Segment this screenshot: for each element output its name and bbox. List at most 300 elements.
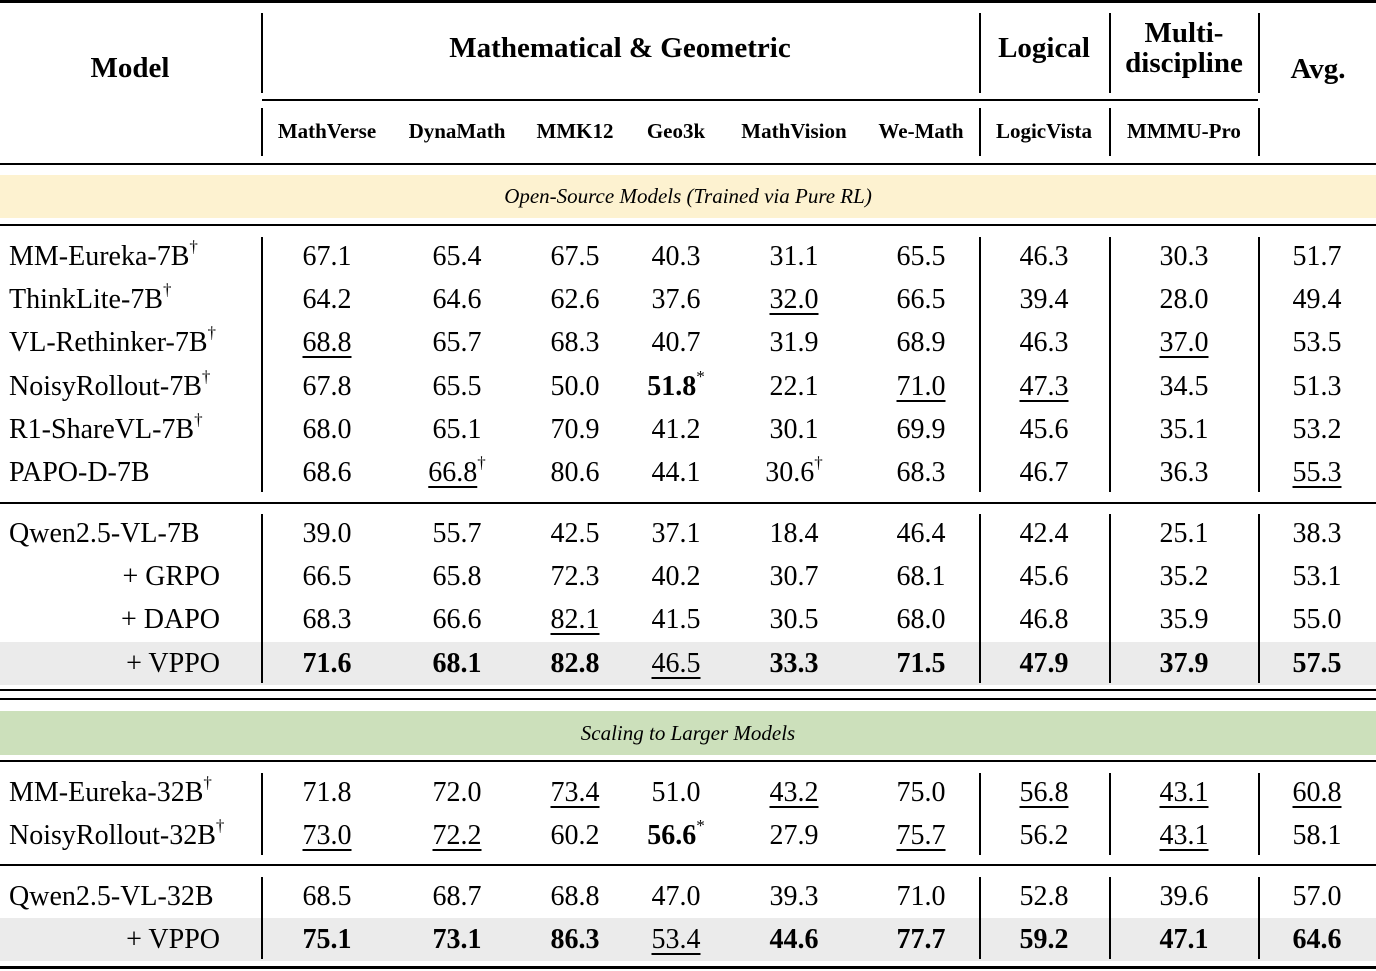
score-value: 35.1 xyxy=(1159,413,1209,445)
score-value: 68.3 xyxy=(302,604,352,636)
score-value: 33.3 xyxy=(769,647,819,679)
score-cell xyxy=(1124,512,1244,555)
score-cell xyxy=(861,771,981,814)
score-cell xyxy=(984,451,1104,494)
score-value: 71.0 xyxy=(896,370,946,402)
header-vline-logical xyxy=(979,13,981,93)
score-value: 53.1 xyxy=(1292,561,1342,593)
column-divider xyxy=(261,514,263,683)
score-value: 36.3 xyxy=(1159,457,1209,488)
score-value: 67.8 xyxy=(302,370,352,402)
score-value: 73.4 xyxy=(550,777,600,808)
header-group-math: Mathematical & Geometric xyxy=(449,32,791,64)
score-value: 39.3 xyxy=(769,881,819,912)
header-vline-logical-sub xyxy=(979,108,981,156)
score-cell xyxy=(1124,408,1244,451)
score-cell xyxy=(616,321,736,364)
header-logicvista: LogicVista xyxy=(995,119,1093,143)
score-value: 46.3 xyxy=(1019,327,1069,359)
column-divider xyxy=(1109,514,1111,683)
score-cell xyxy=(616,235,736,278)
score-cell xyxy=(984,365,1104,408)
score-value: 86.3 xyxy=(550,924,600,956)
score-cell xyxy=(267,451,387,494)
score-value: 44.1 xyxy=(651,457,701,488)
score-cell xyxy=(861,451,981,494)
score-cell xyxy=(734,598,854,641)
dagger-mark: † xyxy=(215,816,225,836)
model-name xyxy=(9,235,198,278)
score-cell xyxy=(397,235,517,278)
score-cell xyxy=(397,918,517,961)
score-value: 46.5 xyxy=(651,647,701,679)
score-value: 40.2 xyxy=(651,561,701,593)
score-cell xyxy=(397,365,517,408)
score-cell xyxy=(984,771,1104,814)
score-cell xyxy=(861,512,981,555)
score-cell xyxy=(1257,278,1376,321)
header-model: Model xyxy=(90,52,170,84)
score-value: 77.7 xyxy=(896,924,946,956)
dagger-mark: † xyxy=(162,280,172,300)
header-mmk12: MMK12 xyxy=(536,119,614,143)
bottom-rule xyxy=(0,966,1376,969)
score-value: 82.1 xyxy=(550,604,600,636)
score-value: 68.1 xyxy=(432,647,482,679)
score-cell xyxy=(1257,814,1376,857)
score-value: 68.3 xyxy=(550,327,600,359)
score-cell xyxy=(861,918,981,961)
model-label: MM-Eureka-7B xyxy=(9,241,190,272)
model-name xyxy=(121,598,220,641)
score-cell xyxy=(616,918,736,961)
table-row xyxy=(0,771,1376,814)
score-value: 30.3 xyxy=(1159,241,1209,272)
score-cell xyxy=(861,875,981,918)
score-cell xyxy=(616,771,736,814)
score-value: 41.2 xyxy=(651,413,701,445)
score-value: 37.0 xyxy=(1159,327,1209,359)
score-value: 46.8 xyxy=(1019,604,1069,636)
model-label: ThinkLite-7B xyxy=(9,284,163,316)
score-value: 68.0 xyxy=(896,604,946,636)
score-cell xyxy=(734,512,854,555)
model-label: R1-ShareVL-7B xyxy=(9,413,195,445)
double-rule-a xyxy=(0,689,1376,691)
dagger-mark: † xyxy=(201,366,211,386)
table-row xyxy=(0,918,1376,961)
score-value: 35.9 xyxy=(1159,604,1209,636)
score-cell xyxy=(1257,512,1376,555)
score-value: 47.3 xyxy=(1019,370,1069,402)
table-row xyxy=(0,408,1376,451)
score-cell xyxy=(267,555,387,598)
score-cell xyxy=(984,918,1104,961)
score-cell xyxy=(1124,235,1244,278)
group-cmidrule xyxy=(262,99,1258,101)
model-name xyxy=(9,875,214,918)
score-cell xyxy=(1124,642,1244,685)
score-value: 30.5 xyxy=(769,604,819,636)
column-divider xyxy=(979,877,981,959)
score-value: 37.1 xyxy=(651,518,701,549)
score-value: 22.1 xyxy=(769,370,819,402)
score-cell xyxy=(861,365,981,408)
score-value: 55.3 xyxy=(1292,457,1342,488)
score-value: 43.1 xyxy=(1159,777,1209,808)
score-value: 45.6 xyxy=(1019,561,1069,593)
score-cell xyxy=(397,642,517,685)
score-value: 52.8 xyxy=(1019,881,1069,912)
score-value: 25.1 xyxy=(1159,518,1209,549)
score-value: 34.5 xyxy=(1159,370,1209,402)
score-value: 40.3 xyxy=(651,241,701,272)
score-value: 70.9 xyxy=(550,413,600,445)
score-value: 68.1 xyxy=(896,561,946,593)
score-value: 65.1 xyxy=(432,413,482,445)
header-vline-avg-sub xyxy=(1258,108,1260,156)
score-value: 73.1 xyxy=(432,924,482,956)
score-cell xyxy=(616,814,736,857)
score-value: 51.3 xyxy=(1292,370,1342,402)
column-divider xyxy=(1109,877,1111,959)
header-mathverse: MathVerse xyxy=(277,119,377,143)
header-bottom-rule xyxy=(0,163,1376,165)
score-value: 65.8 xyxy=(432,561,482,593)
score-value: 51.7 xyxy=(1292,241,1342,272)
asterisk-mark: * xyxy=(696,366,705,386)
dagger-mark: † xyxy=(477,453,486,472)
score-cell xyxy=(734,408,854,451)
score-cell xyxy=(397,321,517,364)
score-value: 66.5 xyxy=(896,284,946,316)
column-divider xyxy=(1258,773,1260,855)
model-label: Qwen2.5-VL-32B xyxy=(9,881,214,912)
model-name xyxy=(9,451,150,494)
score-value: 56.6 xyxy=(647,820,697,852)
score-cell xyxy=(1124,875,1244,918)
table-row xyxy=(0,642,1376,685)
table-row xyxy=(0,512,1376,555)
score-cell xyxy=(1257,365,1376,408)
score-cell xyxy=(267,512,387,555)
header-vline-model-sub xyxy=(261,108,263,156)
score-value: 30.7 xyxy=(769,561,819,593)
column-divider xyxy=(1109,773,1111,855)
top-rule xyxy=(0,0,1376,3)
score-value: 62.6 xyxy=(550,284,600,316)
model-label: MM-Eureka-32B xyxy=(9,777,204,808)
score-value: 68.5 xyxy=(302,881,352,912)
score-value: 71.8 xyxy=(302,777,352,808)
score-value: 66.5 xyxy=(302,561,352,593)
model-name xyxy=(9,278,171,321)
header-vline-model xyxy=(261,13,263,93)
score-value: 50.0 xyxy=(550,370,600,402)
header-avg: Avg. xyxy=(1290,53,1346,85)
score-cell xyxy=(397,278,517,321)
score-cell xyxy=(984,321,1104,364)
score-cell xyxy=(734,365,854,408)
score-cell xyxy=(1124,451,1244,494)
score-cell xyxy=(267,814,387,857)
model-name xyxy=(9,321,216,364)
header-wemath: We-Math xyxy=(878,119,964,143)
score-value: 65.7 xyxy=(432,327,482,359)
score-cell xyxy=(616,278,736,321)
model-label: Qwen2.5-VL-7B xyxy=(9,518,200,549)
column-divider xyxy=(979,514,981,683)
score-value: 46.4 xyxy=(896,518,946,549)
score-value: 73.0 xyxy=(302,820,352,852)
score-cell xyxy=(267,278,387,321)
column-divider xyxy=(1258,237,1260,492)
score-value: 30.6 xyxy=(765,457,815,488)
column-divider xyxy=(1109,237,1111,492)
score-value: 65.4 xyxy=(432,241,482,272)
table-row xyxy=(0,278,1376,321)
score-cell xyxy=(1124,555,1244,598)
dagger-mark: † xyxy=(189,237,198,256)
score-cell xyxy=(734,451,854,494)
column-divider xyxy=(1258,877,1260,959)
score-cell xyxy=(734,235,854,278)
score-value: 49.4 xyxy=(1292,284,1342,316)
score-cell xyxy=(616,875,736,918)
model-name xyxy=(126,918,220,961)
score-value: 68.7 xyxy=(432,881,482,912)
score-cell xyxy=(734,555,854,598)
table-row xyxy=(0,875,1376,918)
score-value: 43.2 xyxy=(769,777,819,808)
score-value: 37.9 xyxy=(1159,647,1209,679)
score-value: 47.9 xyxy=(1019,647,1069,679)
score-value: 80.6 xyxy=(550,457,600,488)
score-value: 31.1 xyxy=(769,241,819,272)
score-cell xyxy=(397,814,517,857)
score-cell xyxy=(984,512,1104,555)
score-value: 51.8 xyxy=(647,370,697,402)
table-row xyxy=(0,365,1376,408)
score-cell xyxy=(1124,598,1244,641)
score-value: 66.8 xyxy=(428,457,478,488)
model-name xyxy=(9,814,224,857)
score-cell xyxy=(861,278,981,321)
score-value: 69.9 xyxy=(896,413,946,445)
score-value: 53.2 xyxy=(1292,413,1342,445)
score-value: 72.0 xyxy=(432,777,482,808)
header-mmmupro: MMMU-Pro xyxy=(1127,119,1241,143)
score-value: 65.5 xyxy=(432,370,482,402)
model-label: + VPPO xyxy=(126,647,220,679)
model-name xyxy=(126,642,220,685)
score-value: 27.9 xyxy=(769,820,819,852)
score-cell xyxy=(861,814,981,857)
column-divider xyxy=(261,877,263,959)
score-cell xyxy=(1257,918,1376,961)
score-cell xyxy=(267,408,387,451)
table-row xyxy=(0,814,1376,857)
score-value: 64.6 xyxy=(1292,924,1342,956)
table-row xyxy=(0,598,1376,641)
score-cell xyxy=(861,598,981,641)
score-cell xyxy=(1124,321,1244,364)
score-value: 41.5 xyxy=(651,604,701,636)
score-value: 55.0 xyxy=(1292,604,1342,636)
score-cell xyxy=(616,408,736,451)
score-cell xyxy=(616,555,736,598)
section-banner-scaling: Scaling to Larger Models xyxy=(0,711,1376,755)
score-cell xyxy=(734,642,854,685)
score-value: 31.9 xyxy=(769,327,819,359)
score-cell xyxy=(267,365,387,408)
model-label: PAPO-D-7B xyxy=(9,457,150,488)
column-divider xyxy=(979,237,981,492)
score-value: 39.4 xyxy=(1019,284,1069,316)
score-value: 68.8 xyxy=(302,327,352,359)
score-cell xyxy=(734,278,854,321)
score-cell xyxy=(984,875,1104,918)
score-cell xyxy=(616,451,736,494)
header-dynamath: DynaMath xyxy=(408,119,506,143)
score-value: 32.0 xyxy=(769,284,819,316)
score-cell xyxy=(1257,235,1376,278)
score-value: 68.6 xyxy=(302,457,352,488)
table-row xyxy=(0,451,1376,494)
score-cell xyxy=(1124,278,1244,321)
score-value: 42.5 xyxy=(550,518,600,549)
score-value: 67.1 xyxy=(302,241,352,272)
score-cell xyxy=(397,875,517,918)
score-value: 72.2 xyxy=(432,820,482,852)
score-cell xyxy=(397,512,517,555)
score-value: 71.6 xyxy=(302,647,352,679)
score-cell xyxy=(267,321,387,364)
score-cell xyxy=(616,365,736,408)
score-cell xyxy=(1257,771,1376,814)
header-geo3k: Geo3k xyxy=(646,119,706,143)
score-cell xyxy=(984,814,1104,857)
score-value: 30.1 xyxy=(769,413,819,445)
model-name xyxy=(9,771,212,814)
score-cell xyxy=(984,408,1104,451)
score-value: 47.1 xyxy=(1159,924,1209,956)
header-group-multidiscipline-l2: discipline xyxy=(1125,47,1243,79)
table-row xyxy=(0,555,1376,598)
column-divider xyxy=(1258,514,1260,683)
score-value: 59.2 xyxy=(1019,924,1069,956)
score-value: 72.3 xyxy=(550,561,600,593)
score-cell xyxy=(984,598,1104,641)
table-row xyxy=(0,321,1376,364)
score-cell xyxy=(1257,555,1376,598)
score-value: 75.0 xyxy=(896,777,946,808)
score-cell xyxy=(734,814,854,857)
score-cell xyxy=(861,642,981,685)
banner-bottom-rule xyxy=(0,224,1376,226)
score-cell xyxy=(1257,875,1376,918)
score-value: 75.7 xyxy=(896,820,946,852)
model-name xyxy=(123,555,220,598)
score-cell xyxy=(397,451,517,494)
column-divider xyxy=(261,237,263,492)
score-cell xyxy=(616,598,736,641)
dagger-mark: † xyxy=(203,773,212,792)
score-cell xyxy=(984,278,1104,321)
header-mathvision: MathVision xyxy=(741,119,847,143)
score-value: 28.0 xyxy=(1159,284,1209,316)
score-value: 18.4 xyxy=(769,518,819,549)
score-value: 45.6 xyxy=(1019,413,1069,445)
score-cell xyxy=(616,642,736,685)
score-value: 75.1 xyxy=(302,924,352,956)
score-cell xyxy=(397,771,517,814)
score-cell xyxy=(616,512,736,555)
score-cell xyxy=(861,555,981,598)
score-value: 57.5 xyxy=(1292,647,1342,679)
score-cell xyxy=(734,771,854,814)
score-cell xyxy=(1257,642,1376,685)
score-cell xyxy=(267,918,387,961)
score-cell xyxy=(267,598,387,641)
score-cell xyxy=(734,875,854,918)
dagger-mark: † xyxy=(207,323,217,343)
score-value: 68.3 xyxy=(896,457,946,488)
score-cell xyxy=(1257,408,1376,451)
score-value: 66.6 xyxy=(432,604,482,636)
dagger-mark: † xyxy=(814,453,823,472)
score-value: 53.4 xyxy=(651,924,701,956)
score-value: 42.4 xyxy=(1019,518,1069,549)
score-value: 40.7 xyxy=(651,327,701,359)
model-label: NoisyRollout-32B xyxy=(9,820,216,852)
score-cell xyxy=(861,235,981,278)
score-value: 55.7 xyxy=(432,518,482,549)
score-cell xyxy=(267,875,387,918)
dagger-mark: † xyxy=(194,409,203,429)
score-cell xyxy=(734,918,854,961)
score-value: 65.5 xyxy=(896,241,946,272)
score-cell xyxy=(1257,321,1376,364)
header-group-multidiscipline-l1: Multi- xyxy=(1144,17,1224,49)
score-value: 38.3 xyxy=(1292,518,1342,549)
score-value: 71.0 xyxy=(896,881,946,912)
score-cell xyxy=(397,408,517,451)
model-name xyxy=(9,512,200,555)
score-cell xyxy=(984,642,1104,685)
score-cell xyxy=(267,642,387,685)
banner2-bottom-rule xyxy=(0,760,1376,762)
score-cell xyxy=(1124,814,1244,857)
score-value: 68.8 xyxy=(550,881,600,912)
model-label: + GRPO xyxy=(122,561,220,593)
section-rule-2 xyxy=(0,864,1376,866)
score-cell xyxy=(1257,598,1376,641)
score-value: 39.6 xyxy=(1159,881,1209,912)
score-value: 68.0 xyxy=(302,413,352,445)
score-cell xyxy=(984,235,1104,278)
score-value: 82.8 xyxy=(550,647,600,679)
score-value: 57.0 xyxy=(1292,881,1342,912)
score-value: 39.0 xyxy=(302,518,352,549)
model-name xyxy=(9,408,203,451)
model-name xyxy=(9,365,210,408)
score-value: 46.7 xyxy=(1019,457,1069,488)
score-cell xyxy=(397,598,517,641)
score-cell xyxy=(267,235,387,278)
score-value: 60.2 xyxy=(550,820,600,852)
score-value: 64.6 xyxy=(432,284,482,316)
